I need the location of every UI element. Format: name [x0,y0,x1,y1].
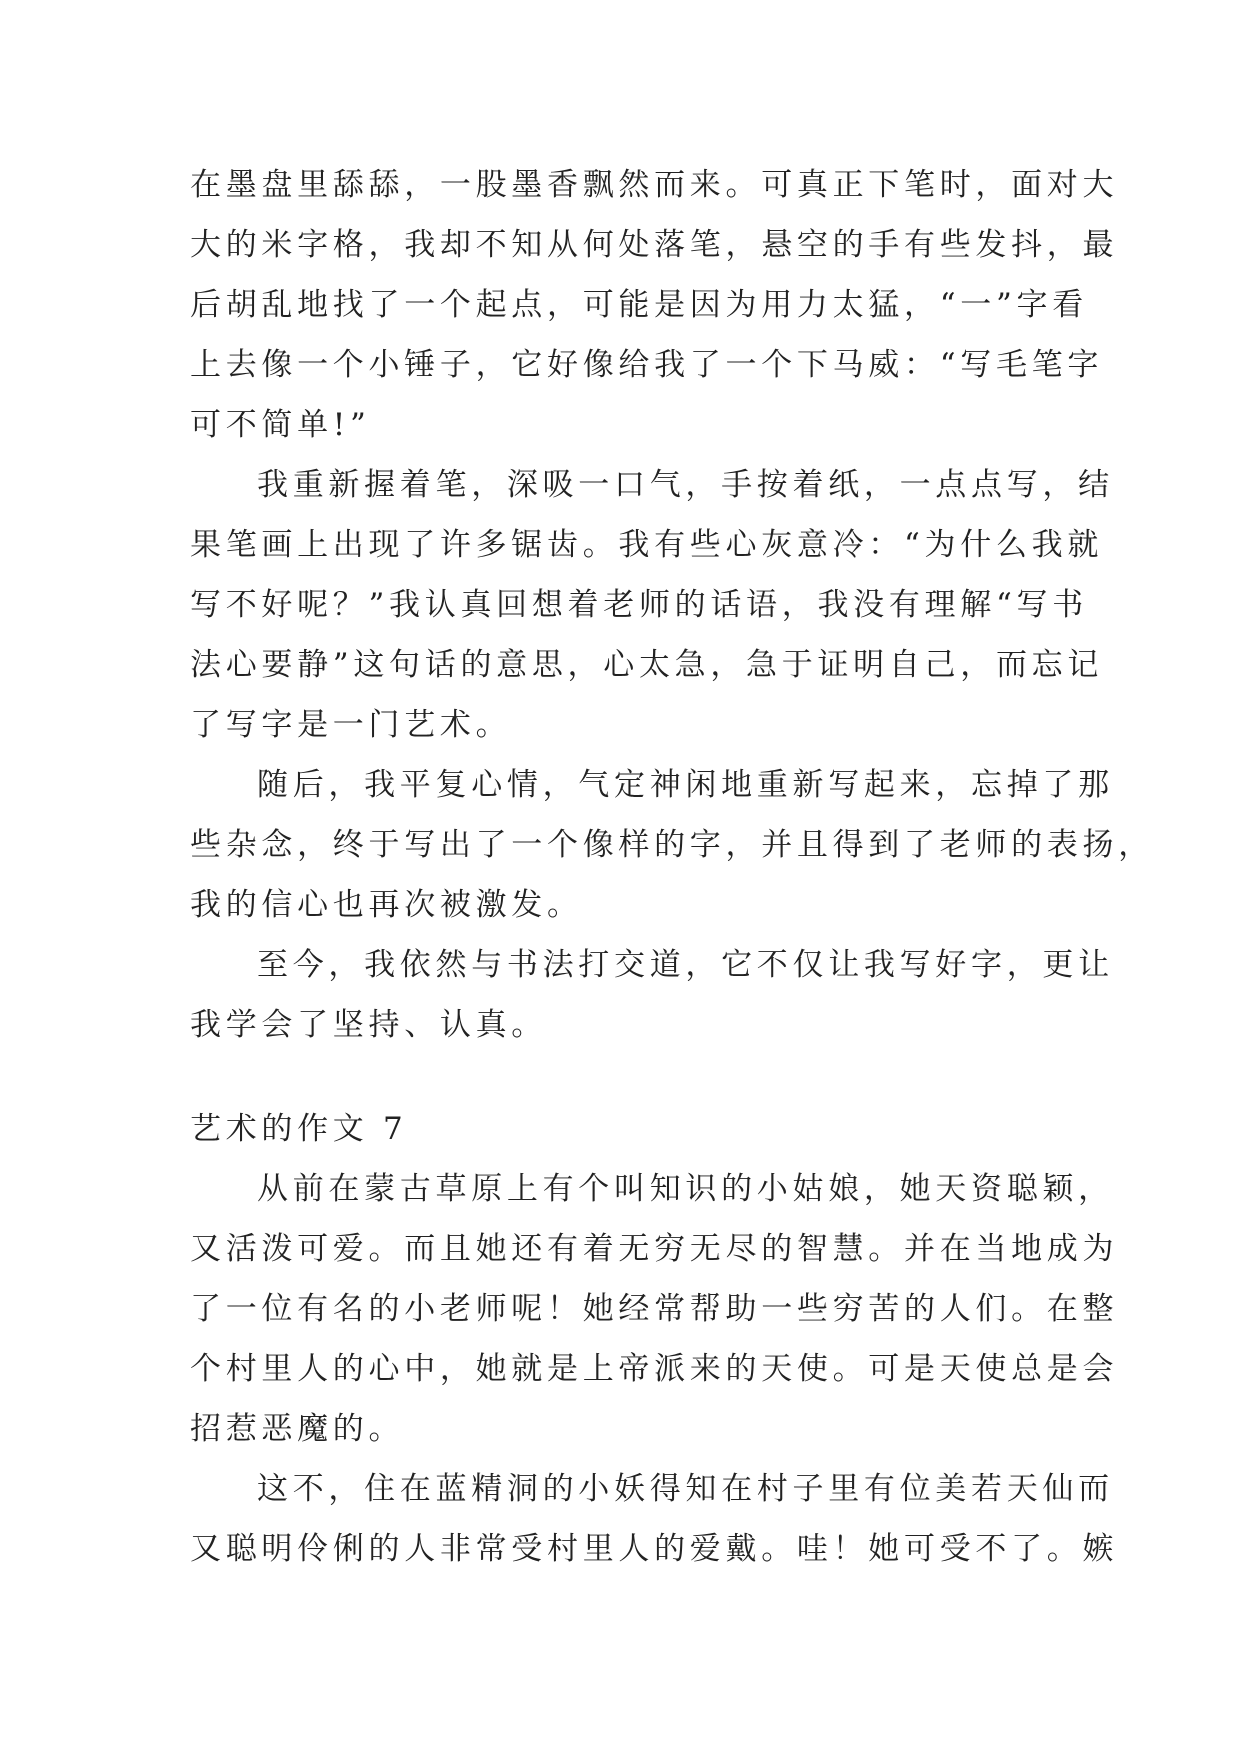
paragraph-2-line-2: 果笔画上出现了许多锯齿。我有些心灰意冷：“为什么我就 [190,527,1104,563]
paragraph-5-line-2: 又活泼可爱。而且她还有着无穷无尽的智慧。并在当地成为 [190,1231,1119,1267]
section-heading: 艺术的作文 7 [190,1111,408,1147]
paragraph-3-line-3: 我的信心也再次被激发。 [190,887,583,923]
paragraph-5-line-5: 招惹恶魔的。 [190,1411,405,1447]
paragraph-1-line-1: 在墨盘里舔舔，一股墨香飘然而来。可真正下笔时，面对大 [190,167,1119,203]
paragraph-3-line-2: 些杂念，终于写出了一个像样的字，并且得到了老师的表扬， [190,827,1154,863]
paragraph-1-line-5: 可不简单!” [190,407,371,443]
paragraph-2-line-1: 我重新握着笔，深吸一口气，手按着纸，一点点写，结 [257,467,1114,503]
paragraph-6-line-1: 这不，住在蓝精洞的小妖得知在村子里有位美若天仙而 [257,1471,1114,1507]
paragraph-5-line-3: 了一位有名的小老师呢！她经常帮助一些穷苦的人们。在整 [190,1291,1119,1327]
paragraph-2-line-3: 写不好呢？”我认真回想着老师的话语，我没有理解“写书 [190,587,1088,623]
paragraph-4-line-1: 至今，我依然与书法打交道，它不仅让我写好字，更让 [257,947,1114,983]
paragraph-2-line-4: 法心要静”这句话的意思，心太急，急于证明自己，而忘记 [190,647,1104,683]
paragraph-1-line-2: 大的米字格，我却不知从何处落笔，悬空的手有些发抖，最 [190,227,1119,263]
paragraph-4-line-2: 我学会了坚持、认真。 [190,1007,547,1043]
paragraph-1-line-4: 上去像一个小锤子，它好像给我了一个下马威：“写毛笔字 [190,347,1104,383]
paragraph-2-line-5: 了写字是一门艺术。 [190,707,512,743]
paragraph-5-line-4: 个村里人的心中，她就是上帝派来的天使。可是天使总是会 [190,1351,1119,1387]
paragraph-6-line-2: 又聪明伶俐的人非常受村里人的爱戴。哇！她可受不了。嫉 [190,1531,1119,1567]
paragraph-3-line-1: 随后，我平复心情，气定神闲地重新写起来，忘掉了那 [257,767,1114,803]
paragraph-1-line-3: 后胡乱地找了一个起点，可能是因为用力太猛，“一”字看 [190,287,1088,323]
paragraph-5-line-1: 从前在蒙古草原上有个叫知识的小姑娘，她天资聪颖， [257,1171,1114,1207]
